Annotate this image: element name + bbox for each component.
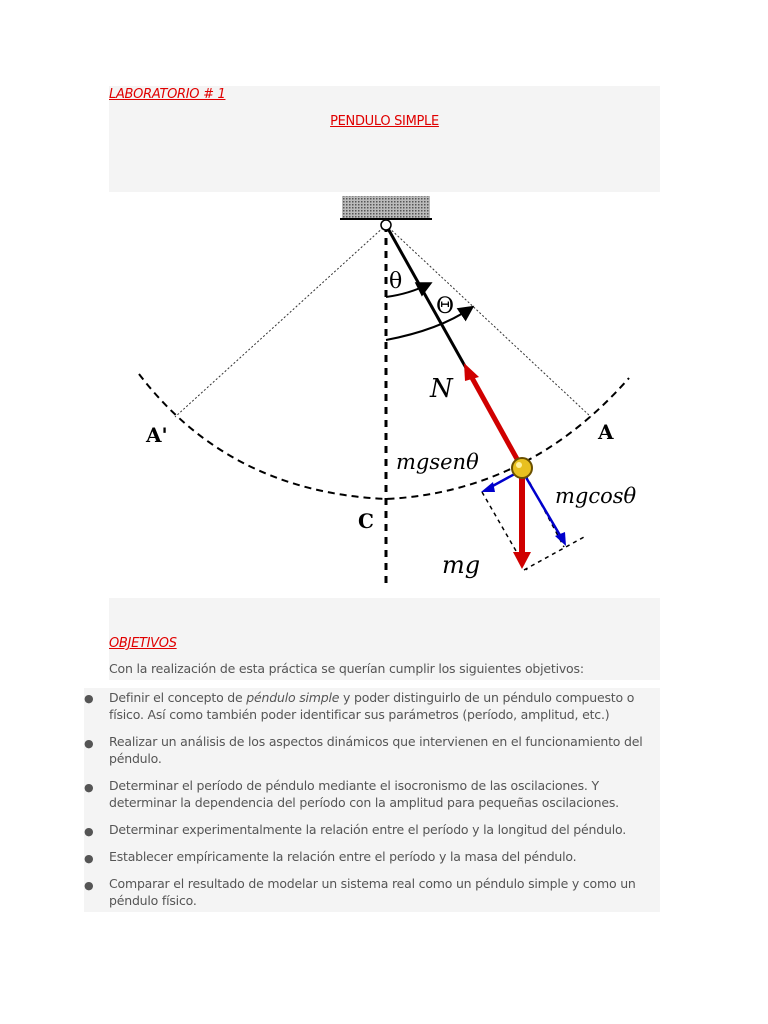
objectives-intro: Con la realización de esta práctica se querían cumplir los siguientes objetivos: <box>109 661 584 676</box>
tension-arrowhead <box>464 363 479 381</box>
list-item <box>84 848 660 865</box>
list-item-text: Comparar el resultado de modelar un sistema real como un péndulo simple y como un péndulo físico. <box>109 876 636 908</box>
theta-max-arc <box>386 308 471 340</box>
pendulum-diagram <box>109 192 660 598</box>
list-item <box>84 733 660 767</box>
objectives-title: OBJETIVOS <box>109 636 177 651</box>
objectives-list <box>84 688 660 919</box>
ceiling-support <box>342 196 430 218</box>
lab-title: LABORATORIO # 1 <box>109 87 226 102</box>
list-item-emphasis: péndulo simple <box>246 690 340 705</box>
list-item-text: Determinar experimentalmente la relación entre el período y la longitud del péndulo. <box>109 822 626 837</box>
list-item <box>84 777 660 811</box>
bullet-icon: ● <box>84 852 94 865</box>
page-title: PENDULO SIMPLE <box>330 114 439 129</box>
theta-max-label: Θ <box>436 294 455 319</box>
a-label: A <box>598 420 614 444</box>
bullet-icon: ● <box>84 879 94 892</box>
list-item <box>84 875 660 909</box>
list-item-text: Determinar el período de péndulo mediante el isocronismo de las oscilaciones. Y determinar la dependencia del período con la amplitud para pequeñas oscilaciones. <box>109 778 619 810</box>
component-line-3 <box>524 537 584 570</box>
c-label: C <box>358 509 374 533</box>
list-item-text: Realizar un análisis de los aspectos dinámicos que intervienen en el funcionamiento del péndulo. <box>109 734 643 766</box>
bullet-icon: ● <box>84 692 94 705</box>
a-prime-label: A' <box>146 423 168 447</box>
list-item-text: Establecer empíricamente la relación entre el período y la masa del péndulo. <box>109 849 577 864</box>
pendulum-figure <box>109 192 660 598</box>
list-item-text: y poder distinguirlo de un péndulo compuesto o físico. Así como también poder identificar sus parámetros (período, amplitud, etc.) <box>109 690 635 722</box>
weight-arrowhead <box>513 552 531 569</box>
bullet-icon: ● <box>84 825 94 838</box>
bullet-icon: ● <box>84 737 94 750</box>
pivot-point <box>381 220 391 230</box>
string-right-extreme <box>386 225 591 417</box>
bob-highlight <box>516 462 522 468</box>
list-item <box>84 688 660 723</box>
normal-label: N <box>430 374 453 404</box>
theta-label: θ <box>389 269 403 294</box>
arc-path <box>139 374 629 499</box>
mg-label: mg <box>442 551 481 579</box>
list-item-text: Definir el concepto de <box>109 690 247 705</box>
bullet-icon: ● <box>84 781 94 794</box>
mgsen-arrowhead <box>481 482 495 492</box>
pendulum-bob <box>512 458 532 478</box>
string-left-extreme <box>175 225 386 417</box>
mgsen-label: mgsenθ <box>396 450 479 474</box>
list-item <box>84 821 660 838</box>
mgcos-label: mgcosθ <box>555 484 637 508</box>
